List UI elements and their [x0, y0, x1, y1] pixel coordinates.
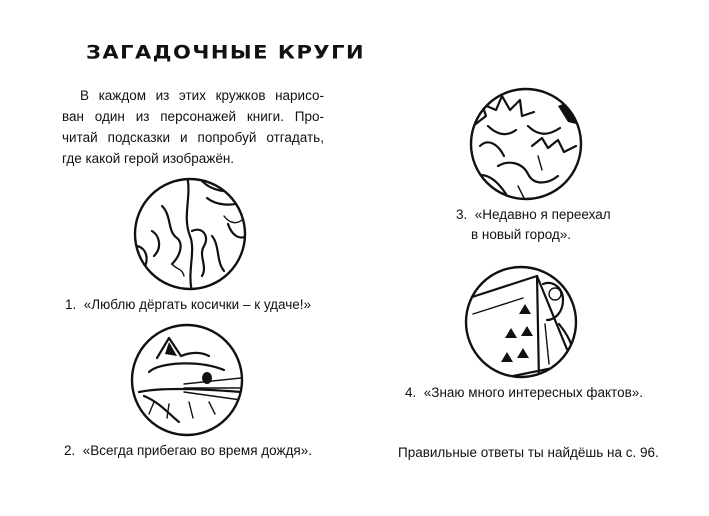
clue-2: 2. «Всегда прибегаю во время дождя». — [64, 443, 312, 458]
answers-note: Правильные ответы ты найдёшь на с. 96. — [398, 445, 659, 460]
intro-line-2: ван один из персонажей книги. Про- — [62, 109, 324, 124]
intro-text — [62, 85, 324, 106]
intro-line-4: где какой герой изображён. — [62, 151, 235, 166]
spiky-creature-picture — [468, 86, 584, 202]
clue-4: 4. «Знаю много интересных фактов». — [405, 385, 644, 400]
clue-3-line-1: 3. «Недавно я переехал — [456, 207, 611, 222]
playing-cards-picture — [463, 264, 579, 380]
page-title: ЗАГАДОЧНЫЕ КРУГИ — [86, 41, 366, 63]
intro-line-3: читай подсказки и попробуй отгадать, — [62, 130, 324, 145]
intro-line-1: В каждом из этих кружков нарисо- — [80, 88, 324, 103]
clue-3-line-2: в новый город». — [471, 227, 572, 242]
cat-face-picture — [129, 322, 245, 438]
braid-girl-picture — [132, 176, 248, 292]
clue-1: 1. «Люблю дёргать косички – к удаче!» — [65, 297, 312, 312]
